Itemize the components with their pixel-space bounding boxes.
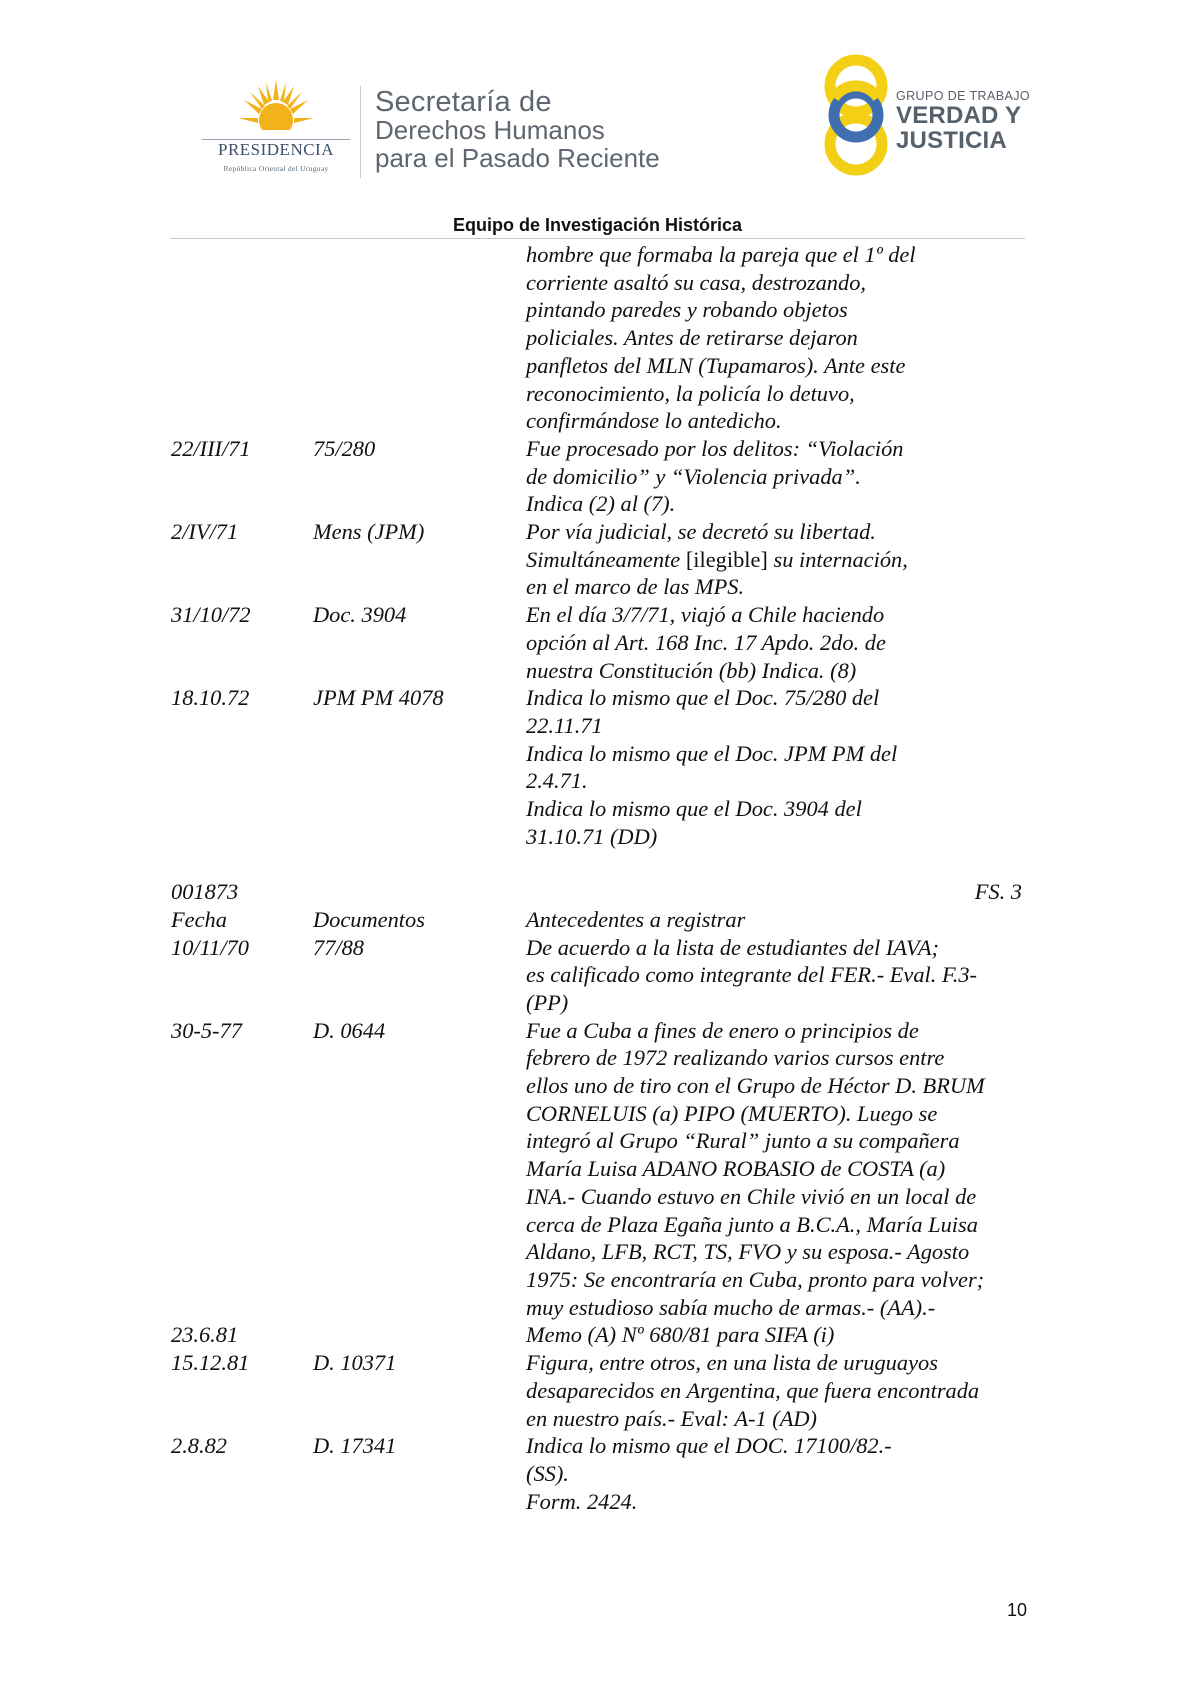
entry-doc: Doc. 3904 xyxy=(313,602,407,628)
entry-date: 22/III/71 xyxy=(171,435,251,461)
text-line xyxy=(171,1488,1026,1516)
entry-row xyxy=(171,1349,1026,1377)
entry-text: confirmándose lo antedicho. xyxy=(526,408,782,434)
entry-row xyxy=(171,684,1026,712)
entry-text: En el día 3/7/71, viajó a Chile haciendo xyxy=(526,602,885,628)
text-line xyxy=(171,1044,1026,1072)
entry-row xyxy=(171,1321,1026,1349)
entry-text: desaparecidos en Argentina, que fuera encontrada xyxy=(526,1377,980,1403)
entry-date: 2/IV/71 xyxy=(171,519,239,545)
text-line xyxy=(171,629,1026,657)
folio-row xyxy=(171,878,1026,906)
text-line xyxy=(171,1072,1026,1100)
sun-emblem-icon xyxy=(238,78,314,140)
entry-doc: 77/88 xyxy=(313,934,365,960)
gtvj-line-3: JUSTICIA xyxy=(896,127,1007,154)
entry-date: 15.12.81 xyxy=(171,1350,250,1376)
entry-text: Indica (2) al (7). xyxy=(526,491,676,517)
text-line xyxy=(171,767,1026,795)
entry-text: integró al Grupo “Rural” junto a su compañera xyxy=(526,1128,960,1154)
entry-text: ellos uno de tiro con el Grupo de Héctor D. BRUM xyxy=(526,1073,985,1099)
text-line xyxy=(171,407,1026,435)
entry-text: de domicilio” y “Violencia privada”. xyxy=(526,463,861,489)
verdad-justicia-logo-icon xyxy=(820,52,892,180)
entry-text: panfletos del MLN (Tupamaros). Ante este xyxy=(526,352,906,378)
text-fragment: su internación, xyxy=(767,546,908,572)
entry-text: Indica lo mismo que el DOC. 17100/82.- xyxy=(526,1433,892,1459)
text-line xyxy=(171,795,1026,823)
entry-text: Indica lo mismo que el Doc. 3904 del xyxy=(526,796,862,822)
text-line xyxy=(171,324,1026,352)
presidencia-logo xyxy=(196,78,356,178)
entry-row xyxy=(171,601,1026,629)
gtvj-line-2: VERDAD Y xyxy=(896,102,1022,129)
column-fecha: Fecha xyxy=(171,906,227,932)
entry-text: nuestra Constitución (bb) Indica. (8) xyxy=(526,657,857,683)
column-documentos: Documentos xyxy=(313,906,425,932)
section-title: Equipo de Investigación Histórica xyxy=(452,215,743,235)
entry-text: CORNELUIS (a) PIPO (MUERTO). Luego se xyxy=(526,1100,938,1126)
entry-text: cerca de Plaza Egaña junto a B.C.A., María Luisa xyxy=(526,1211,978,1237)
verdad-justicia-text xyxy=(896,89,1046,153)
entry-date: 10/11/70 xyxy=(171,934,249,960)
ilegible-mark: [ilegible] xyxy=(685,546,768,572)
entry-text: opción al Art. 168 Inc. 17 Apdo. 2do. de xyxy=(526,629,886,655)
entry-text: muy estudioso sabía mucho de armas.- (AA).- xyxy=(526,1294,936,1320)
text-line xyxy=(171,490,1026,518)
text-line xyxy=(171,1127,1026,1155)
header-divider xyxy=(360,86,361,178)
text-line xyxy=(171,269,1026,297)
entry-doc: 75/280 xyxy=(313,435,376,461)
text-line xyxy=(171,823,1026,851)
entry-date: 2.8.82 xyxy=(171,1433,227,1459)
entry-text: en nuestro país.- Eval: A-1 (AD) xyxy=(526,1405,818,1431)
text-line xyxy=(171,1211,1026,1239)
entry-text: Fue procesado por los delitos: “Violación xyxy=(526,435,904,461)
text-line xyxy=(171,989,1026,1017)
entry-text: Aldano, LFB, RCT, TS, FVO y su esposa.- Agosto xyxy=(526,1239,970,1265)
folio-fs: FS. 3 xyxy=(974,879,1022,905)
entry-doc: D. 0644 xyxy=(313,1017,386,1043)
entry-text: corriente asaltó su casa, destrozando, xyxy=(526,269,866,295)
entry-text: hombre que formaba la pareja que el 1º del xyxy=(526,242,916,267)
entry-text: es calificado como integrante del FER.- Eval. F.3- xyxy=(526,962,978,988)
entry-text: Fue a Cuba a fines de enero o principios de xyxy=(526,1017,919,1043)
presidencia-subtitle: República Oriental del Uruguay xyxy=(223,164,329,173)
text-line xyxy=(171,1100,1026,1128)
entry-date: 18.10.72 xyxy=(171,685,250,711)
entry-doc: JPM PM 4078 xyxy=(313,685,444,711)
entry-row xyxy=(171,435,1026,463)
entry-row xyxy=(171,934,1026,962)
text-line xyxy=(171,1183,1026,1211)
entry-text: (SS). xyxy=(526,1460,569,1486)
entry-doc: D. 17341 xyxy=(313,1433,397,1459)
entry-text: 22.11.71 xyxy=(526,712,603,738)
folio-number: 001873 xyxy=(171,879,239,905)
document-body xyxy=(171,241,1026,1515)
entry-doc xyxy=(313,1321,526,1349)
text-line xyxy=(171,1377,1026,1405)
entry-text: 1975: Se encontraría en Cuba, pronto para volver; xyxy=(526,1267,985,1292)
text-line xyxy=(171,241,1026,269)
text-line xyxy=(171,380,1026,408)
entry-text: febrero de 1972 realizando varios cursos entre xyxy=(526,1045,945,1071)
entry-text: pintando paredes y robando objetos xyxy=(526,297,848,323)
text-line xyxy=(171,573,1026,601)
secretaria-line-3: para el Pasado Reciente xyxy=(375,143,660,173)
entry-date: 31/10/72 xyxy=(171,602,251,628)
entry-doc: D. 10371 xyxy=(313,1350,397,1376)
entry-date: 30-5-77 xyxy=(171,1017,242,1043)
text-line xyxy=(171,1294,1026,1322)
text-line xyxy=(171,961,1026,989)
text-fragment: Simultáneamente xyxy=(526,546,686,572)
text-line xyxy=(171,546,1026,574)
entry-text: INA.- Cuando estuvo en Chile vivió en un local de xyxy=(526,1183,977,1209)
gtvj-line-1: GRUPO DE TRABAJO xyxy=(896,89,1030,103)
entry-text: Memo (A) Nº 680/81 para SIFA (i) xyxy=(526,1322,835,1348)
entry-row xyxy=(171,518,1026,546)
header-rule xyxy=(170,238,1025,239)
secretaria-line-1: Secretaría de xyxy=(375,86,552,118)
entry-text: Figura, entre otros, en una lista de uruguayos xyxy=(526,1350,938,1376)
entry-text: Indica lo mismo que el Doc. JPM PM del xyxy=(526,740,898,766)
entry-text: Por vía judicial, se decretó su libertad. xyxy=(526,519,876,545)
blank-line xyxy=(171,850,1026,878)
text-line xyxy=(171,463,1026,491)
entry-text-mixed xyxy=(526,546,1022,574)
column-headers xyxy=(171,906,1026,934)
entry-row xyxy=(171,1017,1026,1045)
text-line xyxy=(171,712,1026,740)
text-line xyxy=(171,740,1026,768)
entry-text: Indica lo mismo que el Doc. 75/280 del xyxy=(526,685,880,711)
page-number: 10 xyxy=(1006,1600,1027,1620)
entry-text: 31.10.71 (DD) xyxy=(526,823,658,849)
text-line xyxy=(171,296,1026,324)
text-line xyxy=(171,1155,1026,1183)
text-line xyxy=(171,1238,1026,1266)
entry-text: De acuerdo a la lista de estudiantes del IAVA; xyxy=(526,934,940,960)
text-line xyxy=(171,1266,1026,1294)
entry-text: (PP) xyxy=(526,989,569,1015)
entry-text: reconocimiento, la policía lo detuvo, xyxy=(526,380,855,406)
secretaria-logo-text xyxy=(375,88,715,172)
page-header xyxy=(0,0,1190,240)
presidencia-name: PRESIDENCIA xyxy=(217,140,334,159)
secretaria-line-2: Derechos Humanos xyxy=(375,115,605,145)
text-line xyxy=(171,657,1026,685)
entry-row xyxy=(171,1432,1026,1460)
text-line xyxy=(171,1460,1026,1488)
column-antecedentes: Antecedentes a registrar xyxy=(526,906,746,932)
text-line xyxy=(171,352,1026,380)
entry-text: 2.4.71. xyxy=(526,768,588,794)
text-line xyxy=(171,1405,1026,1433)
entry-text: policiales. Antes de retirarse dejaron xyxy=(526,325,858,351)
entry-text: en el marco de las MPS. xyxy=(526,574,745,600)
entry-text: María Luisa ADANO ROBASIO de COSTA (a) xyxy=(526,1156,946,1182)
entry-doc: Mens (JPM) xyxy=(313,519,425,545)
entry-text: Form. 2424. xyxy=(526,1488,638,1514)
entry-date: 23.6.81 xyxy=(171,1322,239,1348)
